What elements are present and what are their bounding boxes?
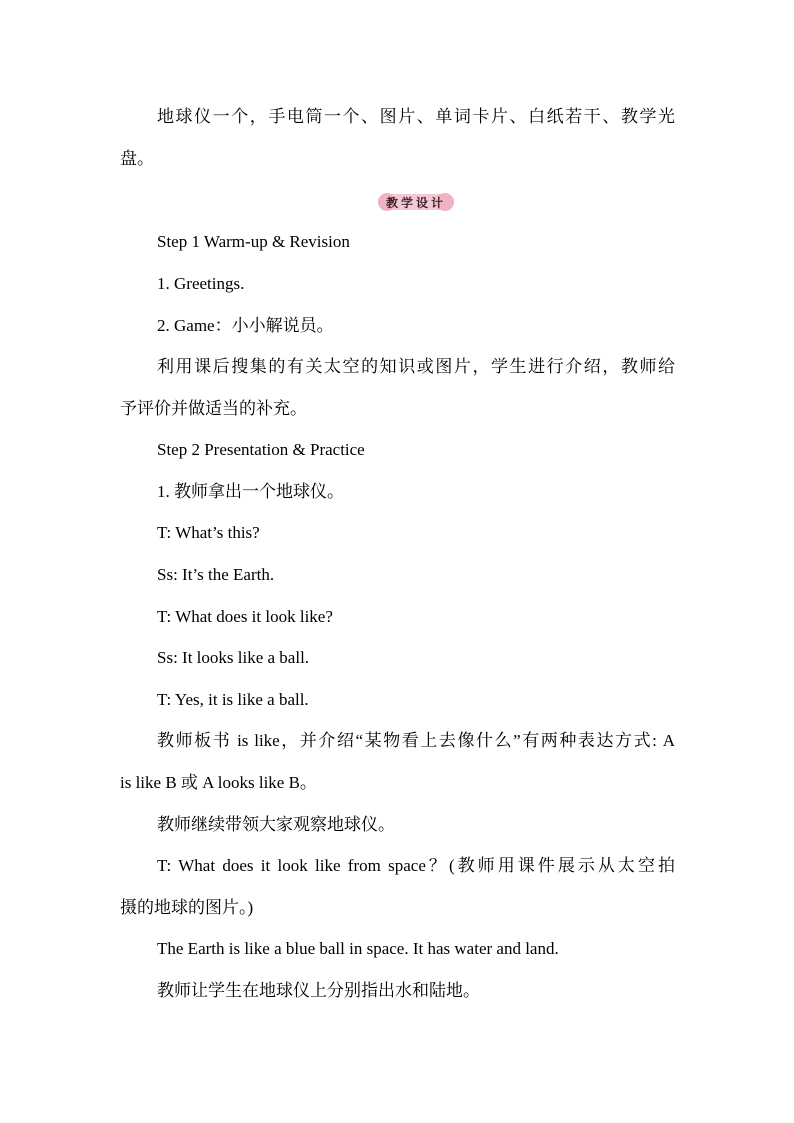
paragraph-1-line-2: 予评价并做适当的补充。 xyxy=(120,399,307,418)
paragraph-3: 教师继续带领大家观察地球仪。 xyxy=(157,815,395,834)
section-title: 教学设计 xyxy=(385,195,446,210)
dialogue-line: T: What does it look like? xyxy=(157,607,333,626)
step-2-title: Step 2 Presentation & Practice xyxy=(157,440,365,459)
item-game: 2. Game：小小解说员。 xyxy=(157,316,334,335)
item-globe: 1. 教师拿出一个地球仪。 xyxy=(157,482,344,501)
paragraph-5: 教师让学生在地球仪上分别指出水和陆地。 xyxy=(157,981,480,1000)
paragraph-2-line-2: is like B 或 A looks like B。 xyxy=(120,773,317,792)
materials-line-2: 盘。 xyxy=(120,149,154,168)
item-greetings: 1. Greetings. xyxy=(157,274,245,293)
dialogue-line: T: Yes, it is like a ball. xyxy=(157,690,309,709)
step-1-title: Step 1 Warm-up & Revision xyxy=(157,232,350,251)
paragraph-1-line-1: 利用课后搜集的有关太空的知识或图片，学生进行介绍，教师给 xyxy=(157,357,675,376)
paragraph-4: The Earth is like a blue ball in space. It has water and land. xyxy=(157,939,559,958)
materials-line-1: 地球仪一个，手电筒一个、图片、单词卡片、白纸若干、教学光 xyxy=(157,107,675,126)
section-badge xyxy=(378,192,454,212)
dialogue-line: Ss: It looks like a ball. xyxy=(157,648,310,667)
dialogue-space-line-1: T: What does it look like from space？(教师用课件展示从太空拍 xyxy=(157,856,675,875)
dialogue-line: T: What’s this? xyxy=(157,523,260,542)
paragraph-2-line-1: 教师板书 is like，并介绍“某物看上去像什么”有两种表达方式: A xyxy=(157,731,675,750)
dialogue-line: Ss: It’s the Earth. xyxy=(157,565,275,584)
dialogue-space-line-2: 摄的地球的图片。) xyxy=(120,898,254,917)
